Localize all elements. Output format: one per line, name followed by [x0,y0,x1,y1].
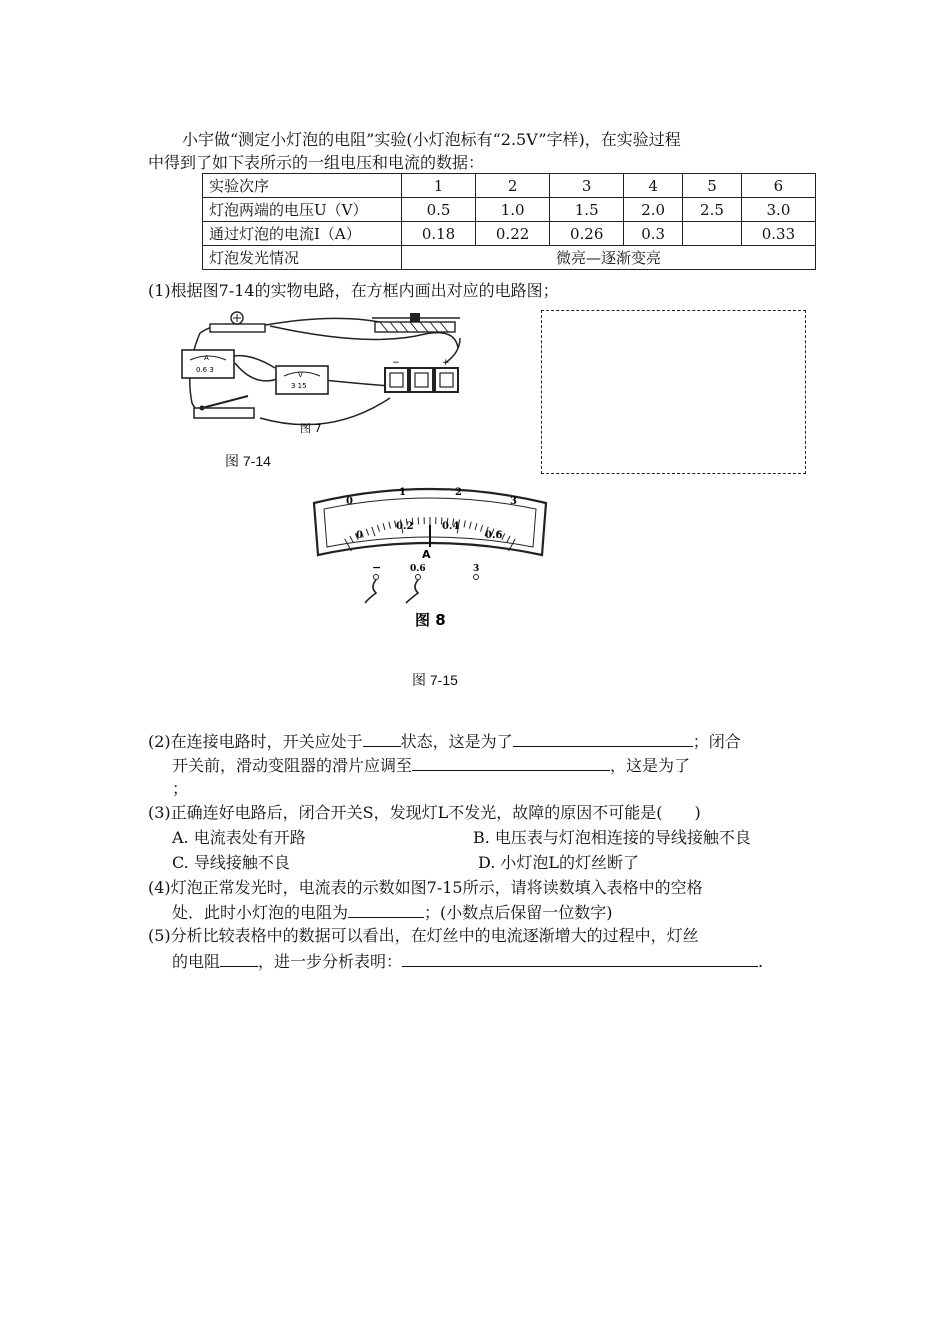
table-header-cell: 3 [550,174,624,198]
table-cell: 2.0 [624,198,683,222]
figure-7-15-ammeter [310,483,550,633]
q3-option-a[interactable]: A. 电流表处有开路 [172,828,306,847]
battery-minus: − [392,358,400,368]
question-2-line-1 [148,729,741,754]
table-cell: 微亮—逐渐变亮 [402,246,816,270]
q2-text: 开关前，滑动变阻器的滑片应调至 [172,756,413,775]
q5-text: . [758,952,764,971]
question-4-line-1: (4)灯泡正常发光时，电流表的示数如图7-15所示，请将读数填入表格中的空格 [148,878,703,897]
question-1: (1)根据图7-14的实物电路，在方框内画出对应的电路图； [148,281,559,300]
table-cell: 1.5 [550,198,624,222]
scale-top-label: 1 [399,487,406,498]
terminal-06-label: 0.6 [410,564,426,574]
meter-letter: A [422,548,431,561]
q5-blank-conclusion[interactable] [402,949,758,967]
q5-text: ，进一步分析表明： [258,952,403,971]
table-row [203,246,816,270]
table-header-cell: 实验次序 [203,174,402,198]
scale-top-label: 2 [455,487,462,498]
intro-line-1: 小宇做“测定小灯泡的电阻”实验(小灯泡标有“2.5V”字样)，在实验过程 [182,130,681,149]
question-2-line-3: ； [172,779,189,798]
table-row [203,198,816,222]
battery-icon [385,358,458,392]
table-header-cell: 5 [683,174,742,198]
q2-blank-reason[interactable] [513,729,693,747]
table-cell: 0.5 [402,198,476,222]
scale-bottom-label: 0 [356,530,363,541]
table-cell: 0.33 [741,222,815,246]
table-header-cell: 2 [476,174,550,198]
table-header-cell: 6 [741,174,815,198]
voltmeter-terminals: 3 15 [291,382,307,390]
q3-option-c[interactable]: C. 导线接触不良 [172,853,290,872]
table-cell: 0.22 [476,222,550,246]
table-cell: 1.0 [476,198,550,222]
rheostat-icon [372,313,460,332]
terminal-3-label: 3 [473,564,480,574]
ammeter-icon [182,350,234,378]
table-header-row [203,174,816,198]
ammeter-terminals: 0.6 3 [196,366,214,374]
table-cell: 0.18 [402,222,476,246]
table-cell: 2.5 [683,198,742,222]
scale-tick [418,517,419,524]
scale-top-label: 0 [346,496,353,507]
table-cell: 通过灯泡的电流I（A） [203,222,402,246]
figure-7-15-caption: 图 7-15 [412,672,458,688]
table-cell: 灯泡两端的电压U（V） [203,198,402,222]
table-header-cell: 1 [402,174,476,198]
intro-line-2: 中得到了如下表所示的一组电压和电流的数据： [148,153,485,172]
table-cell: 0.3 [624,222,683,246]
terminal-minus-label: − [372,561,382,574]
q2-text: (2)在连接电路时，开关应处于 [148,732,363,751]
voltmeter-letter: V [298,371,303,379]
ammeter-letter: A [204,354,209,362]
figure-7-14-circuit [180,308,475,438]
table-cell: 3.0 [741,198,815,222]
q2-blank-position[interactable] [412,753,610,771]
table-cell: 灯泡发光情况 [203,246,402,270]
circuit-answer-box[interactable] [541,310,806,474]
figure-inner-label: 图 8 [415,611,446,629]
question-5-line-2 [172,949,763,974]
switch-icon [194,396,254,418]
q3-option-d[interactable]: D. 小灯泡L的灯丝断了 [478,853,640,872]
voltmeter-icon [276,366,328,394]
table-header-cell: 4 [624,174,683,198]
q4-text: ；(小数点后保留一位数字) [424,903,613,922]
lamp-icon [210,312,265,332]
question-5-line-1: (5)分析比较表格中的数据可以看出，在灯丝中的电流逐渐增大的过程中，灯丝 [148,926,699,945]
q2-text: 状态，这是为了 [400,732,513,751]
figure-7-14-caption: 图 7-14 [225,453,271,469]
scale-bottom-label: 0.2 [396,521,414,532]
q3-option-b[interactable]: B. 电压表与灯泡相连接的导线接触不良 [473,828,751,847]
q2-text: ，这是为了 [610,756,691,775]
q5-blank-resistance-change[interactable] [220,949,258,967]
q2-text: ；闭合 [692,732,741,751]
scale-top-label: 3 [510,496,517,507]
data-table [202,173,816,270]
q4-text: 处．此时小灯泡的电阻为 [172,903,349,922]
q4-blank-resistance[interactable] [348,900,424,918]
question-3-stem: (3)正确连好电路后，闭合开关S，发现灯L不发光，故障的原因不可能是( ) [148,803,701,822]
figure-inner-label: 图 7 [300,422,322,435]
question-4-line-2 [172,900,613,925]
battery-plus: + [442,358,450,368]
table-row [203,222,816,246]
table-cell: 0.26 [550,222,624,246]
scale-bottom-label: 0.6 [485,530,503,541]
question-2-line-2 [172,753,690,778]
table-blank-cell[interactable] [683,222,742,246]
q5-text: 的电阻 [172,952,221,971]
scale-bottom-label: 0.4 [442,521,460,532]
q2-blank-state[interactable] [363,729,401,747]
